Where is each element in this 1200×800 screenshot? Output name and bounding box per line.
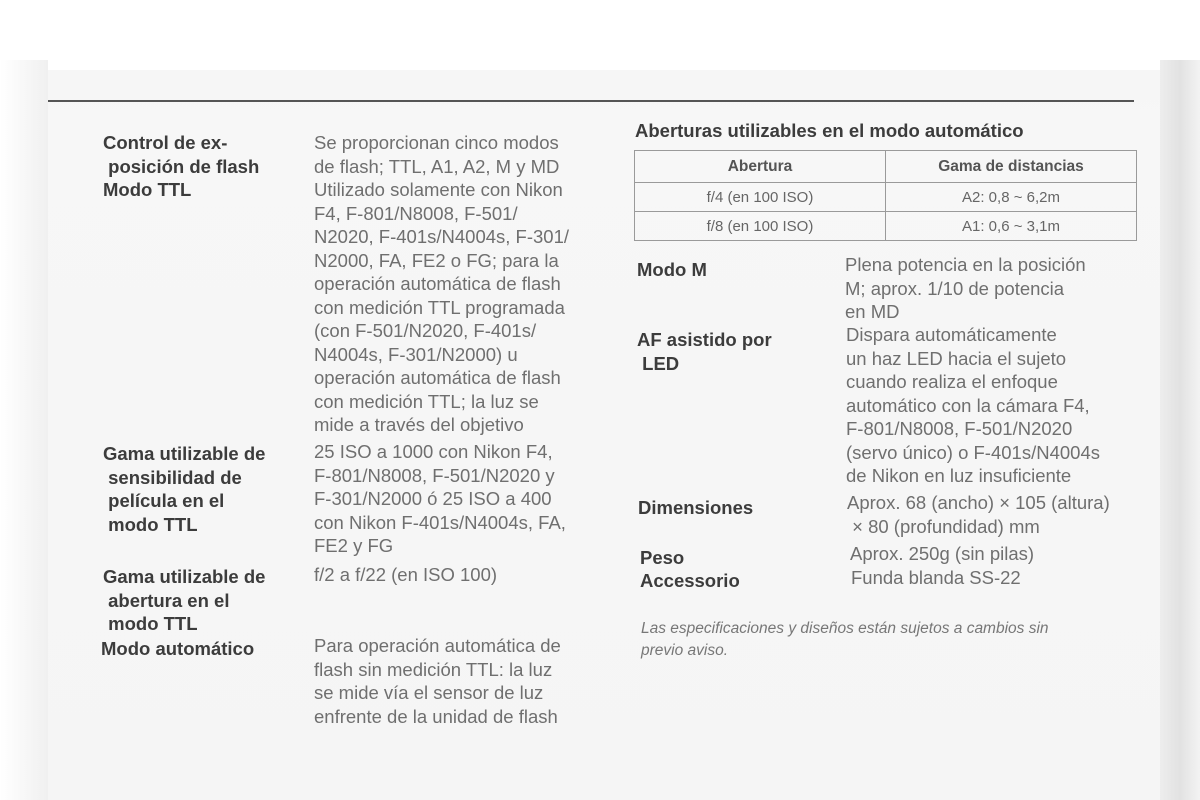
table-cell: f/8 (en 100 ISO)	[635, 212, 886, 241]
table-header-aperture: Abertura	[635, 151, 886, 183]
spec-label-dimensions: Dimensiones	[638, 497, 754, 518]
specifications-footnote: Las especificaciones y diseños están sujetos a cambios sin previo aviso.	[641, 620, 1049, 659]
spec-label-af-assist: AF asistido por LED	[637, 329, 772, 374]
aperture-table	[634, 150, 1137, 241]
spec-desc-auto-mode: Para operación automática de flash sin medición TTL: la luz se mide vía el sensor de luz enfrente de la unidad de flash	[314, 635, 561, 727]
table-row	[635, 183, 1137, 212]
table-cell: f/4 (en 100 ISO)	[635, 183, 886, 212]
page-top-margin	[0, 0, 1200, 70]
spec-desc-film-speed: 25 ISO a 1000 con Nikon F4, F-801/N8008, F-501/N2020 y F-301/N2000 ó 25 ISO a 400 con Nikon F-401s/N4004s, FA, FE2 y FG	[314, 441, 566, 556]
table-cell: A2: 0,8 ~ 6,2m	[886, 183, 1137, 212]
aperture-table-heading: Aberturas utilizables en el modo automático	[635, 120, 1024, 141]
spec-desc-flash-control: Se proporcionan cinco modos de flash; TTL, A1, A2, M y MD Utilizado solamente con Nikon F4, F-801/N8008, F-501/ N2020, F-401s/N4004s, F-301/ N2000, FA, FE2 o FG; para la operación automática de flash con medición TTL programada (con F-501/N2020, F-401s/ N4004s, F-301/N2000) u operación automática de flash con medición TTL; la luz se mide a través del objetivo	[314, 132, 570, 435]
spec-desc-dimensions: Aprox. 68 (ancho) × 105 (altura) × 80 (profundidad) mm	[847, 492, 1110, 537]
table-cell: A1: 0,6 ~ 3,1m	[886, 212, 1137, 241]
spec-label-accessory: Accessorio	[640, 570, 740, 591]
spec-desc-af-assist: Dispara automáticamente un haz LED hacia el sujeto cuando realiza el enfoque automático con la cámara F4, F-801/N8008, F-501/N2020 (servo único) o F-401s/N4004s de Nikon en luz insuficiente	[846, 324, 1100, 486]
table-header-row	[635, 151, 1137, 183]
page-right-edge	[1160, 60, 1200, 800]
spec-label-mode-m: Modo M	[637, 259, 707, 280]
spec-label-aperture-range: Gama utilizable de abertura en el modo TTL	[103, 566, 266, 634]
spec-desc-accessory: Funda blanda SS-22	[851, 567, 1021, 588]
spec-label-flash-control: Control de ex- posición de flash Modo TTL	[103, 132, 260, 200]
spec-label-film-speed: Gama utilizable de sensibilidad de película en el modo TTL	[103, 443, 266, 535]
spec-desc-weight: Aprox. 250g (sin pilas)	[850, 543, 1035, 564]
spec-label-auto-mode: Modo automático	[101, 638, 255, 659]
page-left-margin	[0, 60, 48, 800]
spec-desc-mode-m: Plena potencia en la posición M; aprox. 1/10 de potencia en MD	[845, 254, 1086, 322]
spec-label-weight: Peso	[640, 547, 685, 568]
header-rule	[48, 100, 1134, 102]
table-row	[635, 212, 1137, 241]
spec-desc-aperture-range: f/2 a f/22 (en ISO 100)	[314, 564, 498, 585]
table-header-distance-range: Gama de distancias	[886, 151, 1137, 183]
